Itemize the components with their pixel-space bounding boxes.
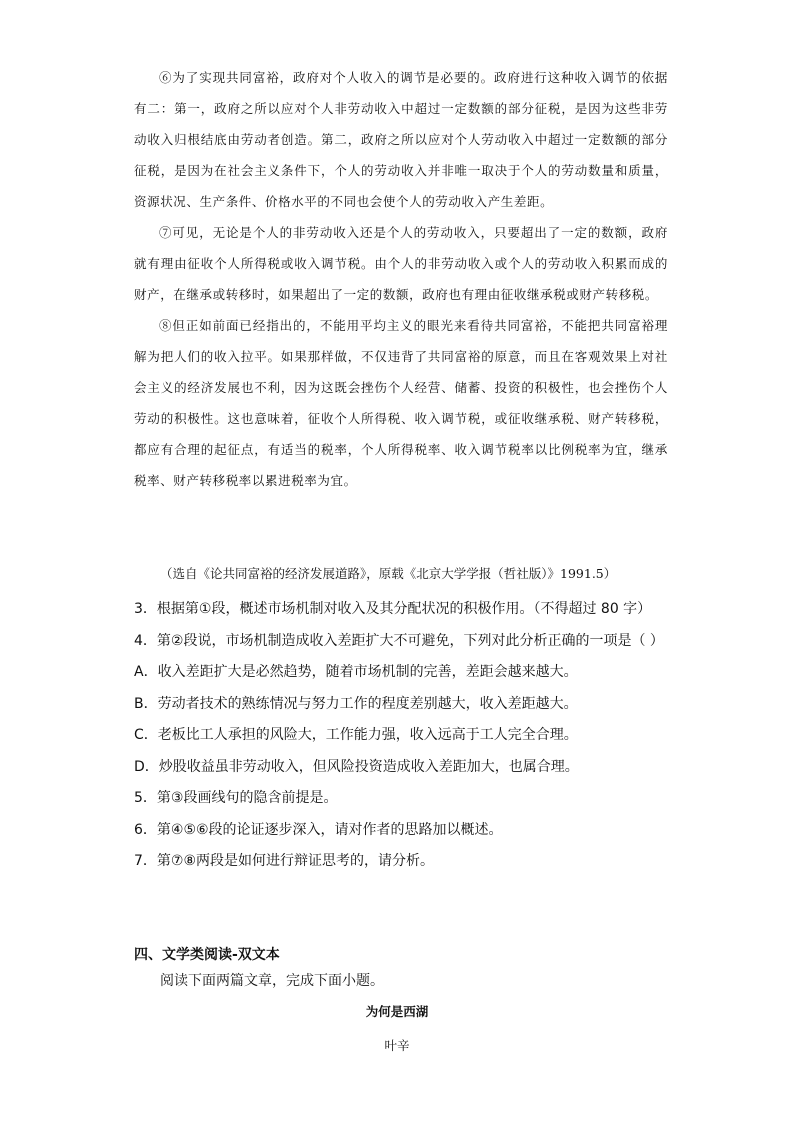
text-author: 叶辛 — [384, 1038, 410, 1053]
question-list — [134, 594, 694, 878]
article-body — [134, 62, 668, 496]
article-source: （选自《论共同富裕的经济发展道路》，原载《北京大学学报（哲社版）》1991.5） — [160, 566, 617, 581]
section-heading: 四、文学类阅读-双文本 — [134, 947, 280, 963]
paragraph-7: ⑦可见，无论是个人的非劳动收入还是个人的劳动收入，只要超出了一定的数额，政府就有理由征收个人所得税或收入调节税。由个人的非劳动收入或个人的劳动收入积累而成的财产，在继承或转移时，如果超出了一定的数额，政府也有理由征收继承税或财产转移税。 — [134, 225, 668, 302]
paragraph-8: ⑧但正如前面已经指出的，不能用平均主义的眼光来看待共同富裕，不能把共同富裕理解为把人们的收入拉平。如果那样做，不仅违背了共同富裕的原意，而且在客观效果上对社会主义的经济发展也不利，因为这既会挫伤个人经营、储蓄、投资的积极性，也会挫伤个人劳动的积极性。这也意味着，征收个人所得税、收入调节税，或征收继承税、财产转移税，都应有合理的起征点，有适当的税率，个人所得税率、收入调节税率以比例税率为宜，继承税率、财产转移税率以累进税率为宜。 — [134, 318, 668, 488]
question-4: 4．第②段说，市场机制造成收入差距扩大不可避免，下列对此分析正确的一项是（ ） — [134, 632, 664, 649]
text-title: 为何是西湖 — [365, 1004, 429, 1019]
option-a: A．收入差距扩大是必然趋势，随着市场机制的完善，差距会越来越大。 — [134, 664, 578, 680]
question-6: 6．第④⑤⑥段的论证逐步深入，请对作者的思路加以概述。 — [134, 821, 503, 838]
question-7: 7．第⑦⑧两段是如何进行辩证思考的，请分析。 — [134, 853, 435, 869]
question-5: 5．第③段画线句的隐含前提是。 — [134, 790, 338, 806]
paragraph-6: ⑥为了实现共同富裕，政府对个人收入的调节是必要的。政府进行这种收入调节的依据有二：第一，政府之所以应对个人非劳动收入中超过一定数额的部分征税，是因为这些非劳动收入归根结底由劳动者创造。第二，政府之所以应对个人劳动收入中超过一定数额的部分征税，是因为在社会主义条件下，个人的劳动收入并非唯一取决于个人的劳动数量和质量，资源状况、生产条件、价格水平的不同也会使个人的劳动收入产生差距。 — [134, 70, 668, 209]
option-b: B．劳动者技术的熟练情况与努力工作的程度差别越大，收入差距越大。 — [134, 695, 578, 712]
section-instruction: 阅读下面两篇文章，完成下面小题。 — [160, 973, 384, 989]
option-c: C．老板比工人承担的风险大，工作能力强，收入远高于工人完全合理。 — [134, 727, 578, 743]
option-d: D．炒股收益虽非劳动收入，但风险投资造成收入差距加大，也属合理。 — [134, 758, 579, 775]
question-3: 3．根据第①段，概述市场机制对收入及其分配状况的积极作用。（不得超过 80 字） — [134, 601, 652, 617]
